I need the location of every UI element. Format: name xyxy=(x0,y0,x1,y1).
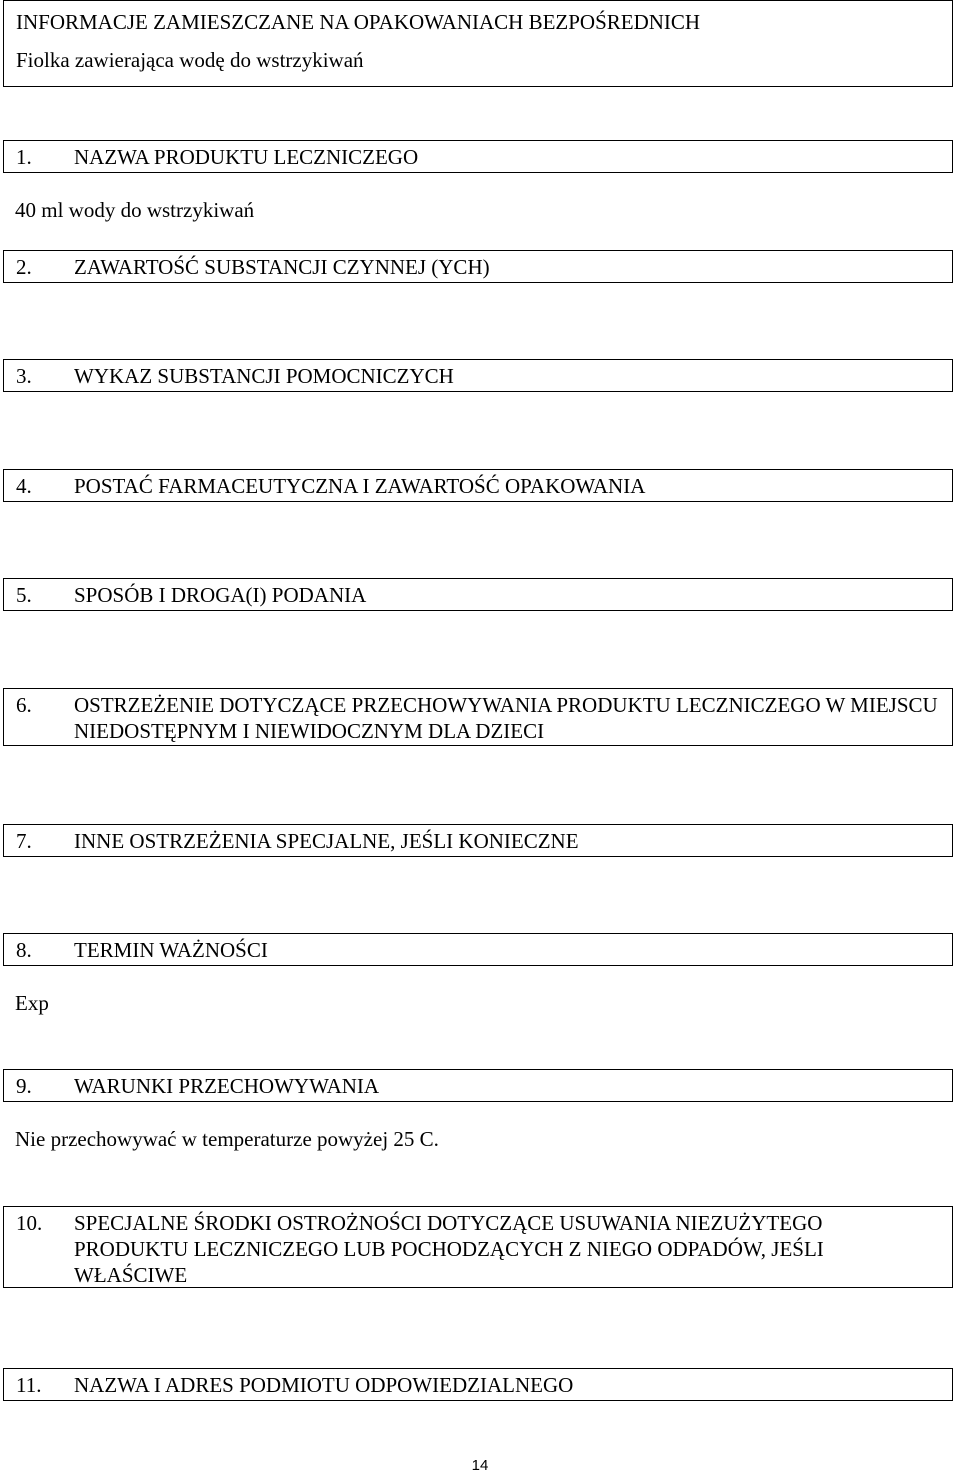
section-9-content: Nie przechowywać w temperaturze powyżej 25 C. xyxy=(15,1127,439,1151)
section-4-box xyxy=(3,469,953,502)
section-number: 11. xyxy=(16,1373,42,1397)
section-number: 7. xyxy=(16,829,32,853)
section-number: 10. xyxy=(16,1211,43,1235)
section-8-box xyxy=(3,933,953,966)
section-number: 5. xyxy=(16,583,32,607)
section-6-box xyxy=(3,688,953,746)
header-box xyxy=(3,0,953,87)
page-number: 14 xyxy=(471,1457,489,1474)
section-title: WYKAZ SUBSTANCJI POMOCNICZYCH xyxy=(74,364,454,388)
section-11-box xyxy=(3,1368,953,1401)
section-7-box xyxy=(3,824,953,857)
header-title: INFORMACJE ZAMIESZCZANE NA OPAKOWANIACH BEZPOŚREDNICH xyxy=(16,10,701,34)
section-number: 9. xyxy=(16,1074,32,1098)
section-1-content: 40 ml wody do wstrzykiwań xyxy=(15,198,255,222)
section-3-box xyxy=(3,359,953,392)
header-subtitle: Fiolka zawierająca wodę do wstrzykiwań xyxy=(16,48,364,72)
section-title: SPOSÓB I DROGA(I) PODANIA xyxy=(74,583,367,607)
section-title: POSTAĆ FARMACEUTYCZNA I ZAWARTOŚĆ OPAKOWANIA xyxy=(74,474,646,498)
section-number: 3. xyxy=(16,364,32,388)
section-title: ZAWARTOŚĆ SUBSTANCJI CZYNNEJ (YCH) xyxy=(74,255,490,279)
section-number: 2. xyxy=(16,255,32,279)
section-title: INNE OSTRZEŻENIA SPECJALNE, JEŚLI KONIECZNE xyxy=(74,829,579,853)
section-number: 8. xyxy=(16,938,32,962)
section-title: SPECJALNE ŚRODKI OSTROŻNOŚCI DOTYCZĄCE USUWANIA NIEZUŻYTEGO PRODUKTU LECZNICZEGO LUB POCHODZĄCYCH Z NIEGO ODPADÓW, JEŚLI WŁAŚCIWE xyxy=(74,1211,824,1287)
section-2-box xyxy=(3,250,953,283)
section-title: NAZWA PRODUKTU LECZNICZEGO xyxy=(74,145,419,169)
section-title: WARUNKI PRZECHOWYWANIA xyxy=(74,1074,380,1098)
section-1-box xyxy=(3,140,953,173)
section-number: 6. xyxy=(16,693,32,717)
section-10-box xyxy=(3,1206,953,1288)
section-8-content: Exp xyxy=(15,991,49,1015)
section-number: 4. xyxy=(16,474,32,498)
section-9-box xyxy=(3,1069,953,1102)
section-5-box xyxy=(3,578,953,611)
section-title: TERMIN WAŻNOŚCI xyxy=(74,938,268,962)
section-title: NAZWA I ADRES PODMIOTU ODPOWIEDZIALNEGO xyxy=(74,1373,574,1397)
section-title: OSTRZEŻENIE DOTYCZĄCE PRZECHOWYWANIA PRODUKTU LECZNICZEGO W MIEJSCU NIEDOSTĘPNYM I NIEWIDOCZNYM DLA DZIECI xyxy=(74,693,938,743)
section-number: 1. xyxy=(16,145,32,169)
